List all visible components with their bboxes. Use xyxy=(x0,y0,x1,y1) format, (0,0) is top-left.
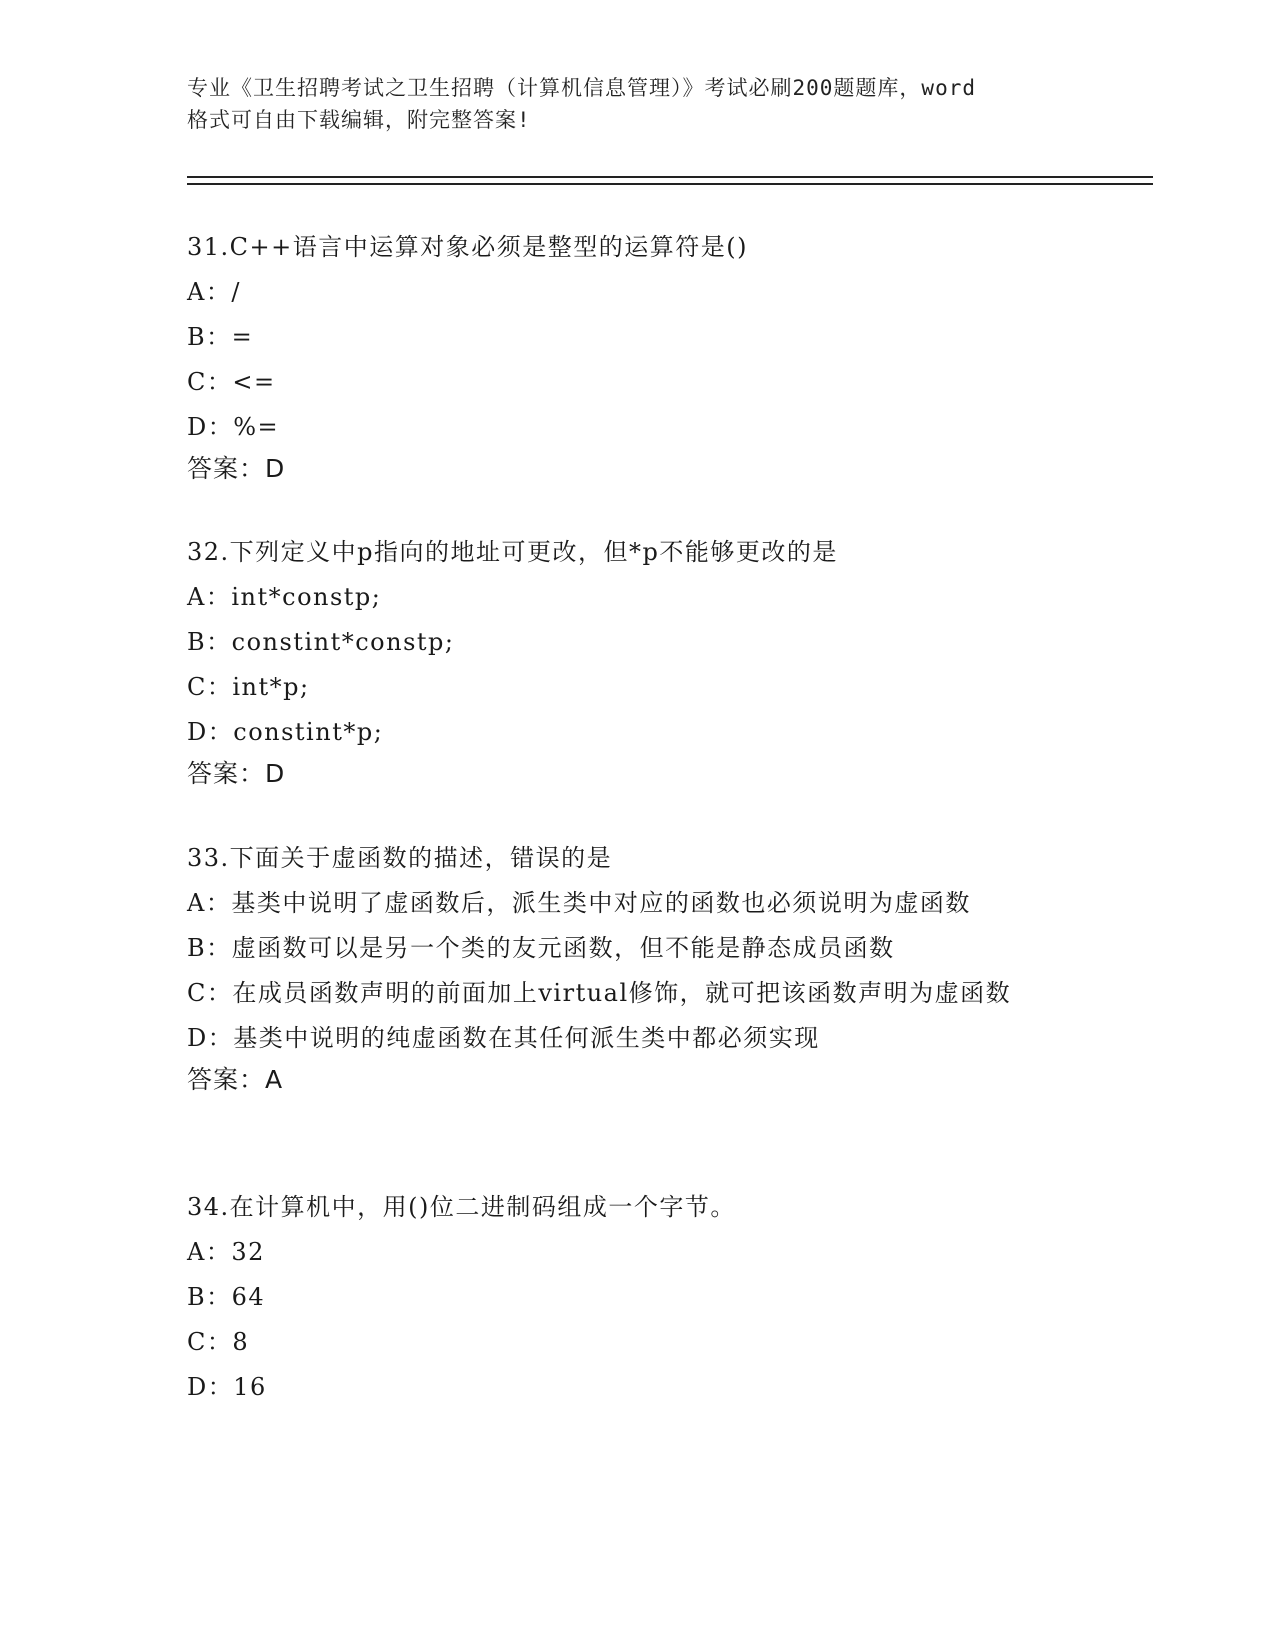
option-text: 32 xyxy=(231,1238,265,1266)
question-stem: 31.C++语言中运算对象必须是整型的运算符是() xyxy=(187,233,748,261)
option-letter: B： xyxy=(187,628,232,656)
question-31 xyxy=(187,232,1087,484)
option-letter: B： xyxy=(187,934,232,962)
document-header xyxy=(187,72,1153,136)
option-letter: B： xyxy=(187,1283,232,1311)
option-text: 16 xyxy=(233,1373,267,1401)
option-c xyxy=(187,978,1087,1008)
option-text: 基类中说明了虚函数后，派生类中对应的函数也必须说明为虚函数 xyxy=(231,889,971,917)
option-letter: B： xyxy=(187,323,232,351)
document-page xyxy=(187,72,1153,1401)
option-d xyxy=(187,412,1087,442)
answer-label: 答案：A xyxy=(187,1065,284,1094)
option-text: <= xyxy=(232,368,276,396)
header-line-2: 格式可自由下载编辑，附完整答案! xyxy=(187,108,531,132)
option-c xyxy=(187,672,1087,702)
option-b xyxy=(187,627,1087,657)
question-33 xyxy=(187,843,1087,1095)
option-text: constint*constp; xyxy=(231,628,455,656)
option-a xyxy=(187,277,1087,307)
option-letter: A： xyxy=(187,1238,232,1266)
option-a xyxy=(187,888,1087,918)
option-letter: A： xyxy=(187,889,232,917)
option-text: / xyxy=(231,278,241,306)
option-text: int*p; xyxy=(232,673,310,701)
option-letter: A： xyxy=(187,583,232,611)
question-34 xyxy=(187,1192,1087,1402)
option-text: = xyxy=(231,323,254,351)
option-b xyxy=(187,322,1087,352)
option-letter: A： xyxy=(187,278,232,306)
option-letter: D： xyxy=(187,413,234,441)
question-stem: 33.下面关于虚函数的描述，错误的是 xyxy=(187,844,613,872)
option-text: 在成员函数声明的前面加上virtual修饰，就可把该函数声明为虚函数 xyxy=(232,979,1012,1007)
question-stem: 34.在计算机中，用()位二进制码组成一个字节。 xyxy=(187,1193,736,1221)
option-c xyxy=(187,367,1087,397)
option-letter: C： xyxy=(187,673,233,701)
question-stem: 32.下列定义中p指向的地址可更改，但*p不能够更改的是 xyxy=(187,538,838,566)
option-text: 8 xyxy=(232,1328,250,1356)
option-letter: C： xyxy=(187,979,233,1007)
option-a xyxy=(187,582,1087,612)
option-d xyxy=(187,717,1087,747)
option-text: 虚函数可以是另一个类的友元函数，但不能是静态成员函数 xyxy=(231,934,895,962)
option-letter: C： xyxy=(187,368,233,396)
option-b xyxy=(187,933,1087,963)
option-letter: D： xyxy=(187,1024,234,1052)
option-d xyxy=(187,1372,1087,1402)
option-text: int*constp; xyxy=(231,583,382,611)
option-letter: D： xyxy=(187,1373,234,1401)
option-d xyxy=(187,1023,1087,1053)
answer-label: 答案：D xyxy=(187,759,286,788)
option-text: constint*p; xyxy=(233,718,384,746)
option-b xyxy=(187,1282,1087,1312)
option-a xyxy=(187,1237,1087,1267)
option-text: %= xyxy=(233,413,280,441)
header-double-rule xyxy=(187,176,1153,185)
answer-label: 答案：D xyxy=(187,454,286,483)
option-c xyxy=(187,1327,1087,1357)
option-letter: C： xyxy=(187,1328,233,1356)
option-text: 基类中说明的纯虚函数在其任何派生类中都必须实现 xyxy=(233,1024,820,1052)
option-text: 64 xyxy=(231,1283,266,1311)
header-line-1: 专业《卫生招聘考试之卫生招聘（计算机信息管理）》考试必刷200题题库，word xyxy=(187,76,976,100)
option-letter: D： xyxy=(187,718,234,746)
question-32 xyxy=(187,537,1087,789)
